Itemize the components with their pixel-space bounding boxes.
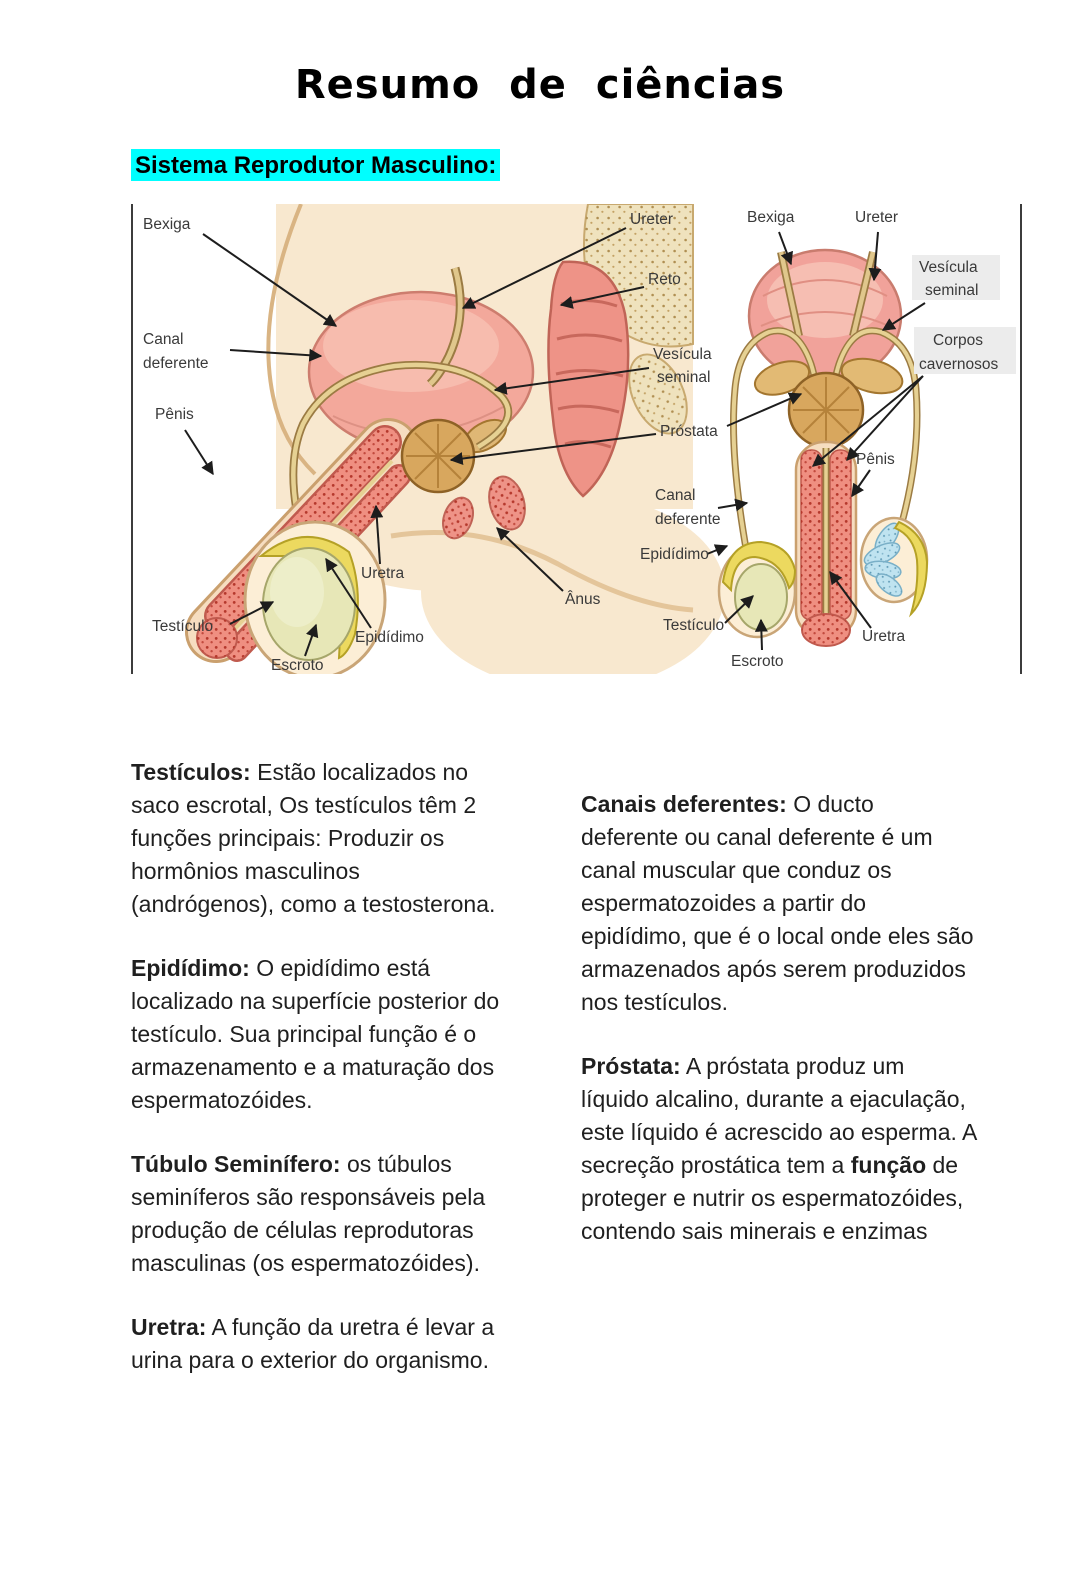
label-bexiga-left: Bexiga — [143, 216, 191, 233]
paragraph: Próstata: A próstata produz um líquido alcalino, durante a ejaculação, este líquido é acrescido ao esperma. A secreção prostática tem a função de proteger e nutrir os espermatozóides, contendo sais minerais e enzimas — [581, 1053, 977, 1244]
label-ureter-center: Ureter — [630, 211, 674, 228]
label-penis-left: Pênis — [155, 406, 194, 423]
label-uretra-right: Uretra — [862, 628, 906, 645]
label-reto: Reto — [648, 271, 681, 288]
anatomy-diagram-svg — [133, 204, 1020, 674]
label-corpos-cavernosos-1: Corpos — [933, 332, 983, 349]
label-penis-right: Pênis — [856, 451, 895, 468]
testicle-scrotum — [245, 522, 385, 674]
label-ureter-right: Ureter — [855, 209, 899, 226]
label-escroto-right: Escroto — [731, 653, 784, 670]
label-anus: Ânus — [565, 591, 601, 608]
label-canal-deferente-left-2: deferente — [143, 355, 209, 372]
label-vesicula-center-1: Vesícula — [653, 346, 712, 363]
testicle-front-right — [861, 518, 927, 614]
content-columns — [131, 756, 1080, 1408]
paragraph: Túbulo Seminífero: os túbulos seminíferos são responsáveis pela produção de células reprodutoras masculinas (os espermatozóides). — [131, 1151, 486, 1276]
label-epididimo-left: Epidídimo — [355, 629, 424, 646]
page-title: Resumo de ciências — [294, 62, 786, 108]
sagittal-figure — [197, 204, 725, 674]
frontal-figure — [719, 250, 927, 646]
label-epididimo-right: Epidídimo — [640, 546, 709, 563]
paragraph: Epidídimo: O epidídimo está localizado na superfície posterior do testículo. Sua principal função é o armazenamento e a maturação dos espermatozóides. — [131, 955, 500, 1113]
label-canal-deferente-right-1: Canal — [655, 487, 696, 504]
penis-front — [796, 442, 856, 646]
label-testiculo-left: Testículo — [152, 618, 214, 635]
document-page — [0, 62, 1080, 1408]
paragraph: Canais deferentes: O ducto deferente ou canal deferente é um canal muscular que conduz os espermatozoides a partir do epidídimo, que é o local onde eles são armazenados após serem produzidos nos testículos. — [581, 791, 974, 1015]
anatomy-diagram — [131, 204, 1022, 674]
label-corpos-cavernosos-2: cavernosos — [919, 356, 999, 373]
right-column — [581, 788, 977, 1408]
label-canal-deferente-right-2: deferente — [655, 511, 721, 528]
testicle-front-left — [719, 542, 795, 637]
label-testiculo-right: Testículo — [663, 617, 725, 634]
label-vesicula-center-2: seminal — [657, 369, 711, 386]
label-vesicula-right-2: seminal — [925, 282, 979, 299]
paragraph: Uretra: A função da uretra é levar a urina para o exterior do organismo. — [131, 1314, 495, 1373]
label-vesicula-right-1: Vesícula — [919, 259, 978, 276]
label-bexiga-right: Bexiga — [747, 209, 795, 226]
paragraph: Testículos: Estão localizados no saco escrotal, Os testículos têm 2 funções principais: Produzir os hormônios masculinos (andrógenos), como a testosterona. — [131, 759, 496, 917]
label-escroto-left: Escroto — [271, 657, 324, 674]
label-prostata: Próstata — [660, 423, 718, 440]
prostate-front — [789, 373, 863, 447]
label-canal-deferente-left-1: Canal — [143, 331, 184, 348]
highlighted-heading: Sistema Reprodutor Masculino: — [131, 149, 500, 181]
left-column — [131, 756, 509, 1408]
section-heading — [131, 152, 1080, 180]
prostate — [402, 420, 474, 492]
label-uretra-left: Uretra — [361, 565, 405, 582]
